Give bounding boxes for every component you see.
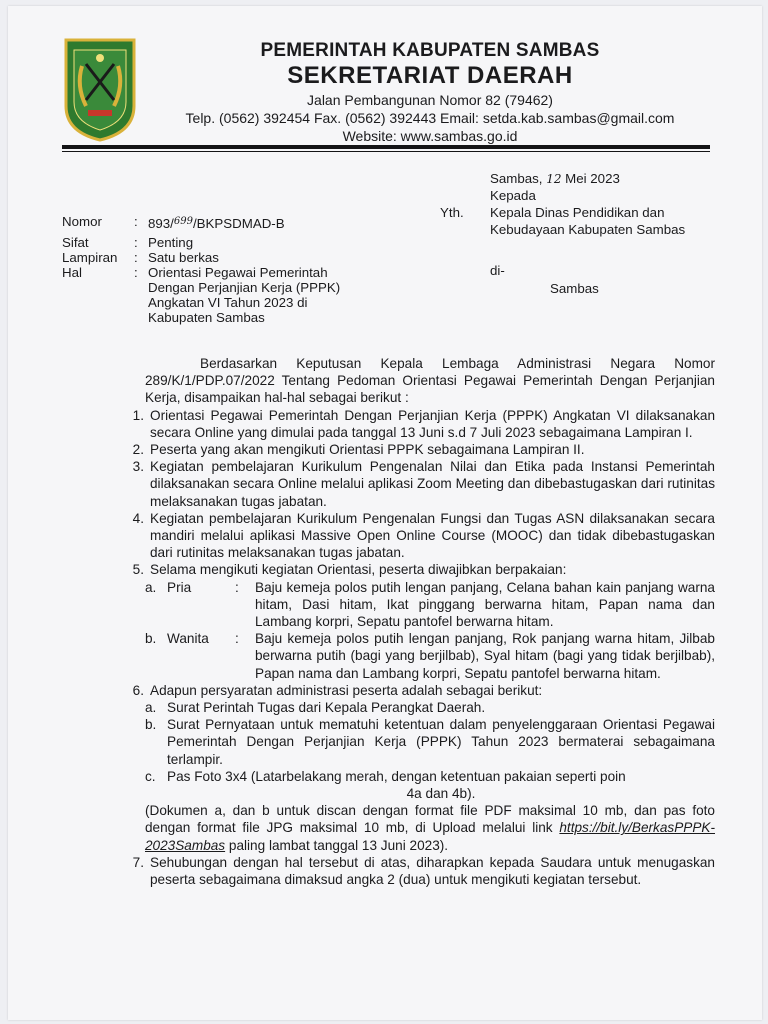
recipient-di: di- — [490, 263, 505, 278]
nomor-colon: : — [134, 214, 138, 229]
list-item: 6. Adapun persyaratan administrasi peserta adalah sebagai berikut: — [132, 682, 543, 698]
recipient-line1: Kepala Dinas Pendidikan dan — [490, 205, 665, 220]
letterhead-government: PEMERINTAH KABUPATEN SAMBAS — [260, 40, 600, 61]
hal-line-3: Angkatan VI Tahun 2023 di — [148, 295, 308, 310]
lampiran-value: Satu berkas — [148, 250, 219, 265]
list-item: 3. Kegiatan pembelajaran Kurikulum Pengenalan Nilai dan Etika pada Instansi Pemerintah dilaksanakan secara Online melalui aplikasi Zoom Meeting dan dibebastugaskan dari rutinitas melaksanakan tugas jabatan. — [132, 459, 715, 509]
requirement-item: b. Surat Pernyataan untuk mematuhi ketentuan dalam penyelenggaraan Orientasi Pegawai Pemerintah Dengan Perjanjian Kerja (PPPK) Tahun 2023 bermaterai sebagaimana terlampir. — [145, 717, 715, 767]
date-day-handwritten: 12 — [546, 172, 562, 186]
hal-line-1: Orientasi Pegawai Pemerintah — [148, 265, 328, 280]
nomor-label: Nomor — [62, 214, 102, 229]
recipient-yth: Yth. — [440, 205, 464, 220]
lampiran-colon: : — [134, 250, 138, 265]
date-month-year: Mei 2023 — [565, 171, 620, 186]
sambas-regency-emblem — [62, 36, 138, 142]
list-item: 7. Sehubungan dengan hal tersebut di atas, diharapkan kepada Saudara untuk menugaskan peserta sebagaimana dimaksud angka 2 (dua) untuk mengikuti kegiatan tersebut. — [132, 854, 715, 888]
hal-line-4: Kabupaten Sambas — [148, 310, 265, 325]
recipient-kepada: Kepada — [490, 188, 536, 203]
sifat-label: Sifat — [62, 235, 89, 250]
recipient-city: Sambas — [550, 281, 599, 296]
hal-label: Hal — [62, 265, 82, 280]
sifat-value: Penting — [148, 235, 194, 250]
list-item: 2. Peserta yang akan mengikuti Orientasi PPPK sebagaimana Lampiran II. — [132, 442, 585, 458]
letterhead-rule-thin — [62, 151, 710, 152]
nomor-value: 893/$^{699}$/BKPSDMAD-B — [148, 216, 285, 231]
requirement-item-continued: 4a dan 4b). — [406, 786, 476, 802]
letter-body — [132, 355, 715, 888]
letterhead-office: SEKRETARIAT DAERAH — [287, 62, 573, 89]
letterhead-website: Website: www.sambas.go.id — [342, 128, 518, 144]
lampiran-label: Lampiran — [62, 250, 118, 265]
body-intro: Berdasarkan Keputusan Kepala Lembaga Administrasi Negara Nomor 289/K/1/PDP.07/2022 Tentang Pedoman Orientasi Pegawai Pemerintah Dengan Perjanjian Kerja, disampaikan hal-hal sebagai berikut : — [145, 356, 715, 406]
letterhead-address: Jalan Pembangunan Nomor 82 (79462) — [307, 92, 553, 108]
letterhead-rule-thick — [62, 145, 710, 149]
requirement-item: c. Pas Foto 3x4 (Latarbelakang merah, dengan ketentuan pakaian seperti poin — [145, 768, 626, 784]
hal-colon: : — [134, 265, 138, 280]
list-item: 5. Selama mengikuti kegiatan Orientasi, peserta diwajibkan berpakaian: — [132, 562, 567, 578]
recipient-line2: Kebudayaan Kabupaten Sambas — [490, 222, 686, 237]
date-place: Sambas, — [490, 171, 543, 186]
upload-note: (Dokumen a, dan b untuk discan dengan format file PDF maksimal 10 mb, dan pas foto dengan format file JPG maksimal 10 mb, di Upload melalui link https://bit.ly/BerkasPPPK-2023Sambas paling lambat tanggal 13 Juni 2023). — [145, 803, 715, 853]
dress-code-men: a. Pria : Baju kemeja polos putih lengan panjang, Celana bahan kain panjang warna hitam, Dasi hitam, Ikat pinggang berwarna hitam, Papan nama dan Lambang korpri, Sepatu pantofel berwarna hitam. — [145, 579, 715, 630]
letterhead-contact: Telp. (0562) 392454 Fax. (0562) 392443 Email: setda.kab.sambas@gmail.com — [185, 110, 675, 126]
list-item: 1. Orientasi Pegawai Pemerintah Dengan Perjanjian Kerja (PPPK) Angkatan VI dilaksanakan secara Online yang dimulai pada tanggal 13 Juni s.d 7 Juli 2023 sebagaimana Lampiran I. — [132, 407, 715, 440]
nomor-handwritten: 699 — [173, 216, 193, 227]
dress-code-women: b. Wanita : Baju kemeja polos putih lengan panjang, Rok panjang warna hitam, Jilbab berwarna putih (bagi yang berjilbab), Syal hitam (bagi yang tidak berjilbab), Papan nama dan Lambang korpri, Sepatu pantofel berwarna hitam. — [145, 631, 715, 681]
letter-date — [490, 170, 620, 188]
hal-line-2: Dengan Perjanjian Kerja (PPPK) — [148, 280, 341, 295]
sifat-colon: : — [134, 235, 138, 250]
requirement-item: a. Surat Perintah Tugas dari Kepala Perangkat Daerah. — [145, 700, 486, 716]
list-item: 4. Kegiatan pembelajaran Kurikulum Pengenalan Fungsi dan Tugas ASN dilaksanakan secara mandiri melalui aplikasi Massive Open Online Course (MOOC) dan tidak dibebastugaskan dari rutinitas melaksanakan tugas jabatan. — [132, 510, 715, 561]
upload-link[interactable]: https://bit.ly/BerkasPPPK-2023Sambas — [145, 820, 715, 853]
